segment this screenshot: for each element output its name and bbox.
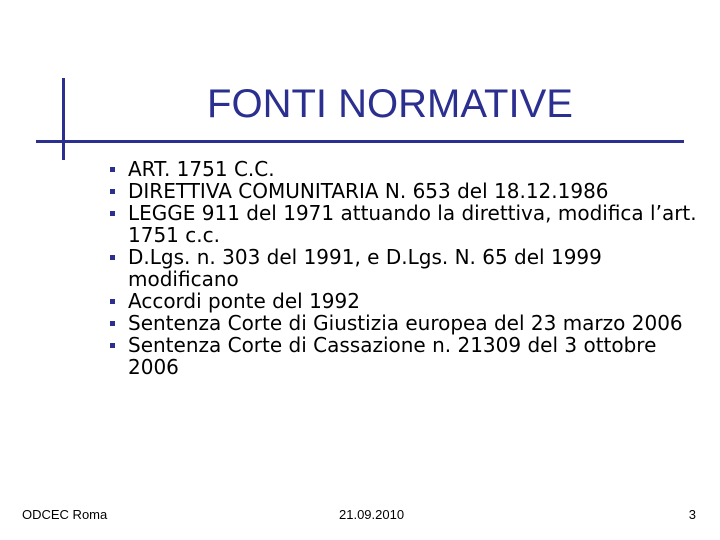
bullet-text: LEGGE 911 del 1971 attuando la direttiva, modifica l’art. 1751 c.c. bbox=[128, 201, 697, 247]
bullet-list bbox=[110, 158, 700, 378]
bullet-item bbox=[110, 180, 700, 202]
bullet-item bbox=[110, 290, 700, 312]
bullet-text: ART. 1751 C.C. bbox=[128, 157, 275, 181]
title-horizontal-rule bbox=[36, 140, 684, 143]
square-bullet-icon bbox=[110, 167, 115, 172]
footer-date: 21.09.2010 bbox=[339, 507, 405, 522]
page-number: 3 bbox=[688, 507, 696, 522]
square-bullet-icon bbox=[110, 255, 115, 260]
bullet-item bbox=[110, 334, 700, 378]
title-vertical-rule bbox=[62, 78, 65, 160]
bullet-item bbox=[110, 312, 700, 334]
bullet-item bbox=[110, 246, 700, 290]
square-bullet-icon bbox=[110, 211, 115, 216]
bullet-text: DIRETTIVA COMUNITARIA N. 653 del 18.12.1986 bbox=[128, 179, 609, 203]
square-bullet-icon bbox=[110, 343, 115, 348]
bullet-text: Sentenza Corte di Giustizia europea del 23 marzo 2006 bbox=[128, 311, 683, 335]
bullet-item bbox=[110, 158, 700, 180]
square-bullet-icon bbox=[110, 189, 115, 194]
footer-organization: ODCEC Roma bbox=[22, 507, 108, 522]
bullet-text: Sentenza Corte di Cassazione n. 21309 del 3 ottobre 2006 bbox=[128, 333, 657, 379]
bullet-text: Accordi ponte del 1992 bbox=[128, 289, 360, 313]
bullet-item bbox=[110, 202, 700, 246]
bullet-text: D.Lgs. n. 303 del 1991, e D.Lgs. N. 65 del 1999 modificano bbox=[128, 245, 602, 291]
slide-title: FONTI NORMATIVE bbox=[207, 82, 573, 126]
square-bullet-icon bbox=[110, 321, 115, 326]
square-bullet-icon bbox=[110, 299, 115, 304]
